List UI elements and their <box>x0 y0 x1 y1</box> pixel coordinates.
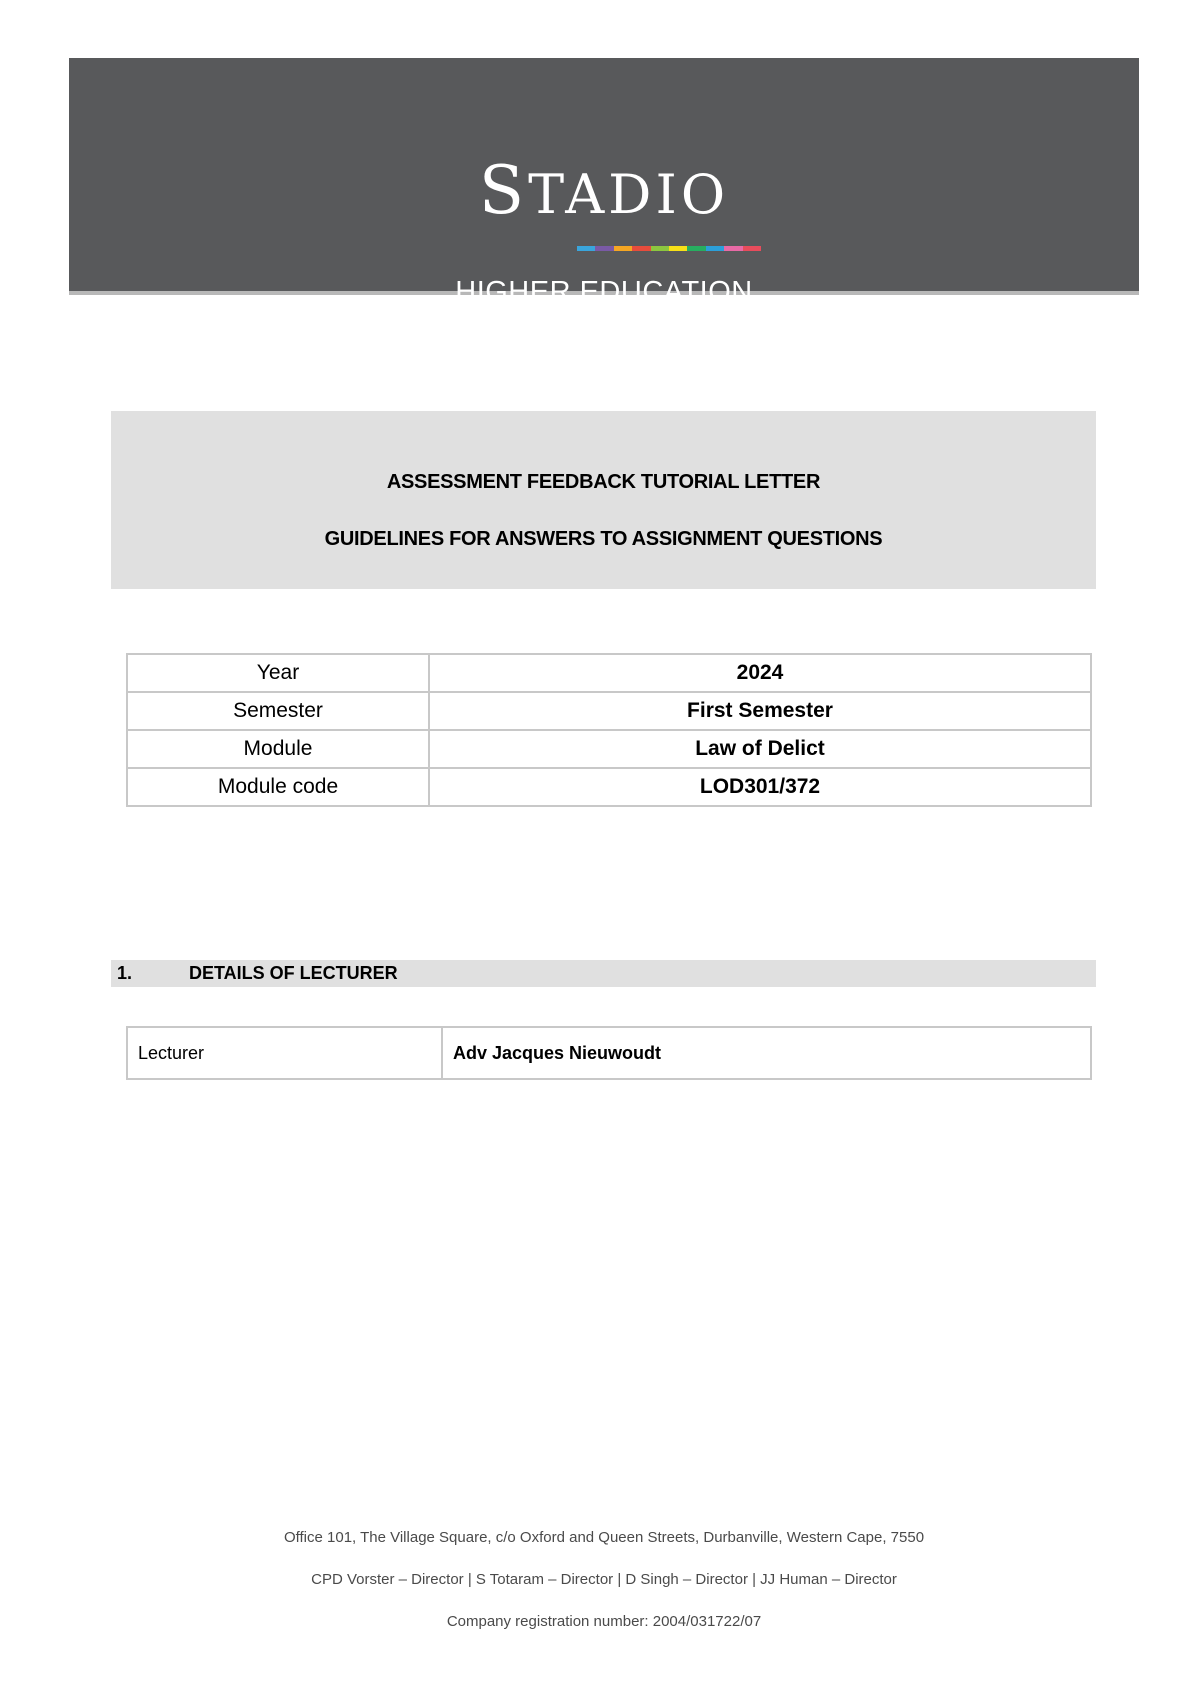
lecturer-label: Lecturer <box>127 1027 442 1079</box>
module-code-value: LOD301/372 <box>429 768 1091 806</box>
logo-stripe <box>595 246 613 251</box>
footer-directors: CPD Vorster – Director | S Totaram – Director | D Singh – Director | JJ Human – Director <box>311 1571 897 1588</box>
table-row <box>127 768 1091 806</box>
year-value: 2024 <box>429 654 1091 692</box>
logo-stripe <box>632 246 650 251</box>
semester-value: First Semester <box>429 692 1091 730</box>
table-row <box>127 692 1091 730</box>
logo-stripe <box>651 246 669 251</box>
table-row <box>127 654 1091 692</box>
module-value: Law of Delict <box>429 730 1091 768</box>
logo-stripe <box>706 246 724 251</box>
lecturer-table <box>126 1026 1092 1080</box>
module-info-table <box>126 653 1092 807</box>
logo-color-stripes <box>577 246 761 251</box>
lecturer-name: Adv Jacques Nieuwoudt <box>442 1027 1091 1079</box>
document-title: ASSESSMENT FEEDBACK TUTORIAL LETTER <box>386 471 821 493</box>
table-row <box>127 730 1091 768</box>
section-title: DETAILS OF LECTURER <box>189 963 398 983</box>
section-number: 1. <box>117 963 133 983</box>
stadio-logo <box>69 152 1139 229</box>
logo-stripe <box>724 246 742 251</box>
logo-stripe <box>669 246 687 251</box>
logo-stripe <box>687 246 705 251</box>
header-banner <box>69 58 1139 308</box>
module-label: Module <box>127 730 429 768</box>
table-row <box>127 1027 1091 1079</box>
logo-rest: TADIO <box>528 163 730 226</box>
semester-label: Semester <box>127 692 429 730</box>
section-heading-lecturer <box>111 960 1096 987</box>
logo-stripe <box>614 246 632 251</box>
footer-address: Office 101, The Village Square, c/o Oxford and Queen Streets, Durbanville, Western Cape, 7550 <box>283 1529 925 1546</box>
logo-initial: S <box>478 152 529 229</box>
logo-stripe <box>577 246 595 251</box>
module-code-label: Module code <box>127 768 429 806</box>
footer-registration: Company registration number: 2004/031722/07 <box>446 1613 762 1630</box>
title-panel <box>111 411 1096 589</box>
logo-subtitle: HIGHER EDUCATION <box>455 276 753 308</box>
document-subtitle: GUIDELINES FOR ANSWERS TO ASSIGNMENT QUESTIONS <box>324 528 883 550</box>
year-label: Year <box>127 654 429 692</box>
logo-stripe <box>743 246 761 251</box>
